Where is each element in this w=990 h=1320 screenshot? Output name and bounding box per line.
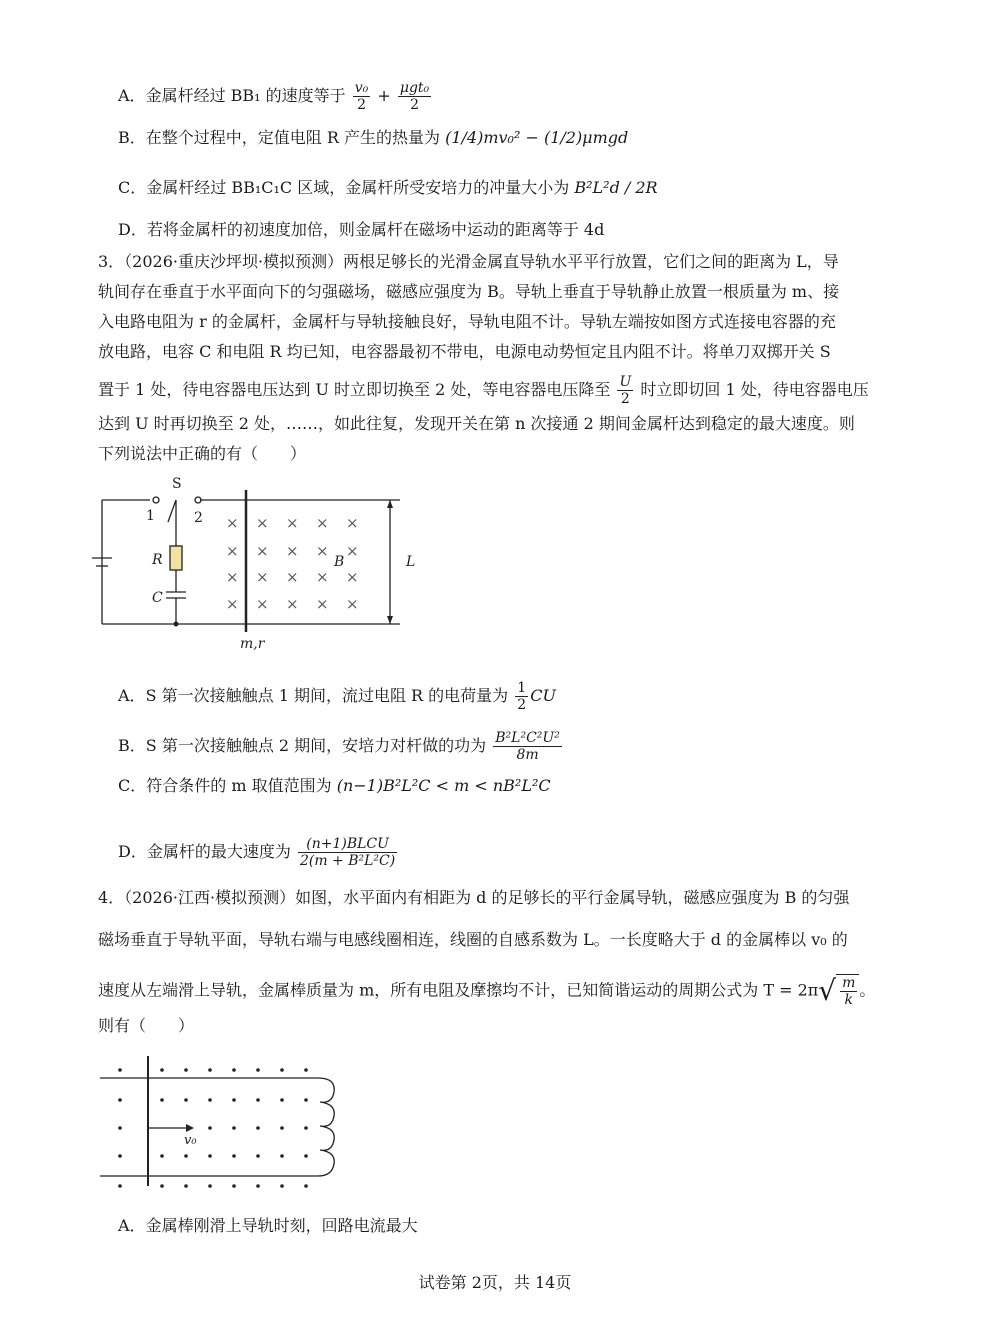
q2-option-b: B．在整个过程中，定值电阻 R 产生的热量为 (1/4)mv₀² − (1/2)μmgd: [118, 128, 629, 147]
frac-v0-2: $\frac{\text{v₀}}{2}$: [354, 80, 369, 113]
svg-text:×: ×: [346, 595, 359, 613]
label-r: R: [152, 552, 163, 568]
q3-option-b: B．S 第一次接触触点 2 期间，安培力对杆做的功为 $\frac{\text{B²L²C²U²}}{8m}$: [118, 730, 560, 763]
q4-line-1: 4．（2026·江西·模拟预测）如图，水平面内有相距为 d 的足够长的平行金属导轨，磁感应强度为 B 的匀强: [98, 888, 850, 907]
q3-line-4: 放电路，电容 C 和电阻 R 均已知，电容器最初不带电，电源电动势恒定且内阻不计。将单刀双掷开关 S: [98, 342, 831, 361]
svg-text:×: ×: [256, 568, 269, 586]
svg-text:×: ×: [226, 514, 239, 532]
svg-text:×: ×: [316, 542, 329, 560]
q3-line-2: 轨间存在垂直于水平面向下的匀强磁场，磁感应强度为 B。导轨上垂直于导轨静止放置一根质量为 m、接: [98, 282, 840, 301]
svg-text:×: ×: [226, 542, 239, 560]
svg-text:×: ×: [316, 568, 329, 586]
magnetic-field-dots: [118, 1068, 308, 1188]
svg-text:×: ×: [286, 514, 299, 532]
svg-text:×: ×: [256, 514, 269, 532]
svg-text:×: ×: [256, 595, 269, 613]
q3-line-3: 入电路电阻为 r 的金属杆，金属杆与导轨接触良好，导轨电阻不计。导轨左端按如图方式连接电容器的充: [98, 312, 836, 331]
page-footer: 试卷第 2页，共 14页: [418, 1273, 572, 1292]
q3-line-5: 置于 1 处，待电容器电压达到 U 时立即切换至 2 处，等电容器电压降至 $\frac{U}{2}$ 时立即切回 1 处，待电容器电压: [98, 374, 869, 407]
frac-mugt0-2: $\frac{\text{μgt₀}}{2}$: [399, 80, 430, 113]
q3-line-6: 达到 U 时再切换至 2 处，……，如此往复，发现开关在第 n 次接通 2 期间金属杆达到稳定的最大速度。则: [98, 414, 855, 433]
q4-line-4: 则有（ ）: [98, 1016, 195, 1035]
svg-text:×: ×: [316, 514, 329, 532]
svg-text:×: ×: [346, 568, 359, 586]
label-c: C: [152, 590, 163, 606]
q3-circuit-figure: [90, 472, 430, 657]
svg-text:×: ×: [256, 542, 269, 560]
svg-text:×: ×: [226, 568, 239, 586]
label-2: 2: [194, 510, 203, 526]
q2-option-a: A．金属杆经过 BB₁ 的速度等于 $\frac{\text{v₀}}{2}$ + $\frac{\text{μgt₀}}{2}$: [118, 80, 430, 113]
q3-line-1: 3．（2026·重庆沙坪坝·模拟预测）两根足够长的光滑金属直导轨水平平行放置，它们之间的距离为 L，导: [98, 252, 839, 271]
svg-text:×: ×: [346, 542, 359, 560]
label-v0: v₀: [184, 1133, 197, 1148]
svg-text:×: ×: [316, 595, 329, 613]
label-1: 1: [146, 508, 155, 524]
svg-text:×: ×: [286, 542, 299, 560]
q4-option-a: A．金属棒刚滑上导轨时刻，回路电流最大: [118, 1216, 418, 1235]
frac-u-2: $\frac{U}{2}$: [619, 374, 632, 407]
q2-option-c: C．金属杆经过 BB₁C₁C 区域，金属杆所受安培力的冲量大小为 B²L²d / 2R: [118, 178, 658, 197]
svg-text:×: ×: [226, 595, 239, 613]
q2-option-d: D．若将金属杆的初速度加倍，则金属杆在磁场中运动的距离等于 4d: [118, 220, 605, 239]
q3-option-a: A．S 第一次接触触点 1 期间，流过电阻 R 的电荷量为 $\frac{1}{2}$ CU: [118, 680, 556, 713]
q4-line-3: 速度从左端滑上导轨，金属棒质量为 m，所有电阻及摩擦均不计，已知简谐运动的周期公式为 T = 2π√ $\frac{m}{k}$ 。: [98, 974, 876, 1008]
q3-option-c: C．符合条件的 m 取值范围为 (n−1)B²L²C < m < nB²L²C: [118, 776, 551, 795]
q3-line-7: 下列说法中正确的有（ ）: [98, 444, 307, 463]
label-b: B: [334, 554, 345, 570]
q3-option-d: D．金属杆的最大速度为 $\frac{\text{(n+1)BLCU}}{\text{2(m + B²L²C)}}$: [118, 836, 396, 869]
label-l: L: [406, 554, 416, 570]
svg-text:×: ×: [286, 595, 299, 613]
q4-rail-figure: [100, 1056, 350, 1196]
label-mr: m,r: [240, 636, 265, 652]
q4-line-2: 磁场垂直于导轨平面，导轨右端与电感线圈相连，线圈的自感系数为 L。一长度略大于 d 的金属棒以 v₀ 的: [98, 930, 848, 949]
svg-text:×: ×: [346, 514, 359, 532]
svg-text:×: ×: [286, 568, 299, 586]
label-s: S: [172, 476, 182, 492]
